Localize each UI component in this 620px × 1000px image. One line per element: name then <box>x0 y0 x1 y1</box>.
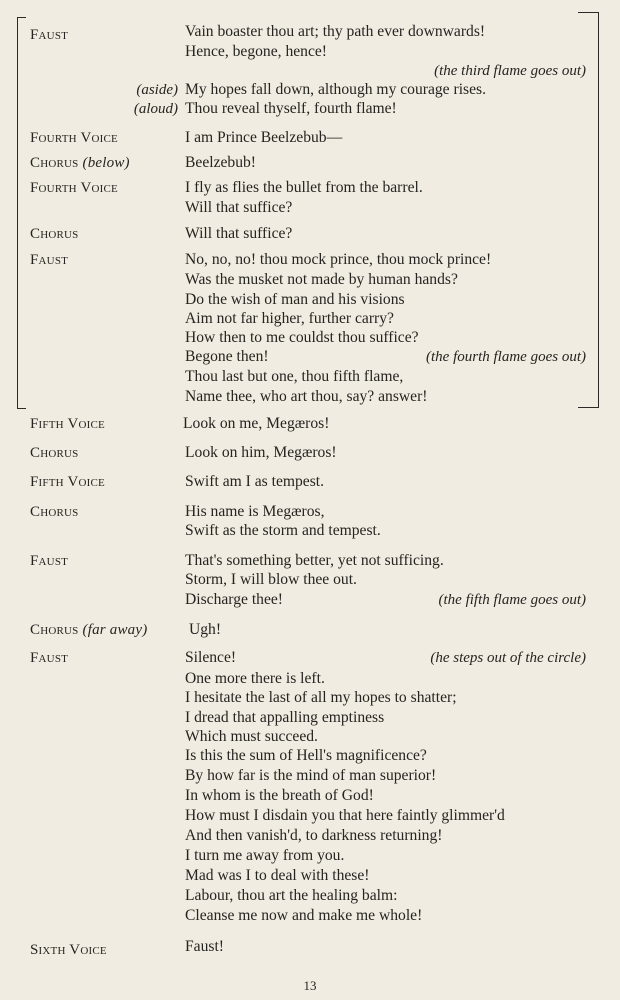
dialogue-line: Faust! <box>185 938 224 955</box>
speaker-name <box>30 178 118 198</box>
speaker-name <box>30 940 107 960</box>
dialogue-line: I hesitate the last of all my hopes to shatter; <box>185 689 457 706</box>
speaker-name <box>30 153 130 173</box>
dialogue-line: Beelzebub! <box>185 154 257 171</box>
speaker-name <box>30 472 105 492</box>
dialogue-line: Labour, thou art the healing balm: <box>185 887 398 904</box>
dialogue-line: In whom is the breath of God! <box>185 787 374 804</box>
speaker-label: Chorus <box>30 445 79 461</box>
speaker-name <box>30 551 68 571</box>
dialogue-line: I fly as flies the bullet from the barrel. <box>185 179 423 196</box>
speaker-label: Faust <box>30 650 69 666</box>
speaker-name <box>30 648 68 668</box>
speaker-label: Sixth Voice <box>30 942 107 958</box>
speaker-label: Chorus <box>30 155 79 171</box>
speaker-name <box>30 620 147 640</box>
dialogue-line: Silence! <box>185 649 237 666</box>
dialogue-line: Name thee, who art thou, say? answer! <box>185 388 428 405</box>
speaker-stage-note: (below) <box>82 155 130 171</box>
dialogue-line: How must I disdain you that here faintly glimmer'd <box>185 807 505 824</box>
dialogue-line: No, no, no! thou mock prince, thou mock prince! <box>185 251 492 268</box>
speaker-label: Chorus <box>30 504 79 520</box>
dialogue-line: Swift as the storm and tempest. <box>185 522 381 539</box>
aside-direction: (aside) <box>136 82 178 98</box>
stage-direction: (the fourth flame goes out) <box>426 349 586 365</box>
dialogue-line: Which must succeed. <box>185 728 318 745</box>
speaker-label: Fourth Voice <box>30 180 118 196</box>
stage-direction: (the fifth flame goes out) <box>438 592 586 608</box>
speaker-name <box>30 443 79 463</box>
dialogue-line: I dread that appalling emptiness <box>185 709 385 726</box>
dialogue-line: His name is Megæros, <box>185 503 325 520</box>
stage-direction: (he steps out of the circle) <box>430 650 586 666</box>
dialogue-line: One more there is left. <box>185 670 325 687</box>
speaker-name <box>30 250 68 270</box>
dialogue-line: Hence, begone, hence! <box>185 43 327 60</box>
dialogue-line: Thou last but one, thou fifth flame, <box>185 368 404 385</box>
speaker-label: Chorus <box>30 622 79 638</box>
dialogue-line: Ugh! <box>189 621 222 638</box>
dialogue-line: Look on me, Megæros! <box>183 415 330 432</box>
aside-direction: (aloud) <box>133 101 178 117</box>
dialogue-line: That's something better, yet not sufficing. <box>185 552 444 569</box>
speaker-label: Faust <box>30 27 69 43</box>
speaker-name <box>30 128 118 148</box>
speaker-name <box>30 502 79 522</box>
dialogue-line: Look on him, Megæros! <box>185 444 337 461</box>
dialogue-line: Mad was I to deal with these! <box>185 867 370 884</box>
dialogue-line: How then to me couldst thou suffice? <box>185 329 419 346</box>
dialogue-line: I turn me away from you. <box>185 847 345 864</box>
dialogue-line: Will that suffice? <box>185 225 293 242</box>
dialogue-line: Was the musket not made by human hands? <box>185 271 458 288</box>
dialogue-line: Vain boaster thou art; thy path ever downwards! <box>185 23 486 40</box>
page-number: 13 <box>303 978 317 993</box>
dialogue-line: And then vanish'd, to darkness returning! <box>185 827 443 844</box>
speaker-label: Fifth Voice <box>30 416 105 432</box>
dialogue-line: Swift am I as tempest. <box>185 473 325 490</box>
speaker-name <box>30 414 105 434</box>
speaker-label: Fifth Voice <box>30 474 105 490</box>
speaker-name <box>30 224 79 244</box>
dialogue-line: Do the wish of man and his visions <box>185 291 405 308</box>
dialogue-line: Will that suffice? <box>185 199 293 216</box>
dialogue-line: Aim not far higher, further carry? <box>185 310 394 327</box>
dialogue-line: Storm, I will blow thee out. <box>185 571 357 588</box>
dialogue-line: My hopes fall down, although my courage rises. <box>185 81 486 98</box>
speaker-stage-note: (far away) <box>82 622 148 638</box>
dialogue-line: Thou reveal thyself, fourth flame! <box>185 100 397 117</box>
speaker-name <box>30 25 68 45</box>
speaker-label: Faust <box>30 553 69 569</box>
left-bracket <box>17 17 26 409</box>
dialogue-line: I am Prince Beelzebub— <box>185 129 343 146</box>
stage-direction: (the third flame goes out) <box>434 63 586 79</box>
speaker-label: Faust <box>30 252 69 268</box>
dialogue-line: Discharge thee! <box>185 591 283 608</box>
dialogue-line: Begone then! <box>185 348 269 365</box>
dialogue-line: Cleanse me now and make me whole! <box>185 907 423 924</box>
dialogue-line: Is this the sum of Hell's magnificence? <box>185 747 427 764</box>
speaker-label: Chorus <box>30 226 79 242</box>
speaker-label: Fourth Voice <box>30 130 118 146</box>
dialogue-line: By how far is the mind of man superior! <box>185 767 437 784</box>
